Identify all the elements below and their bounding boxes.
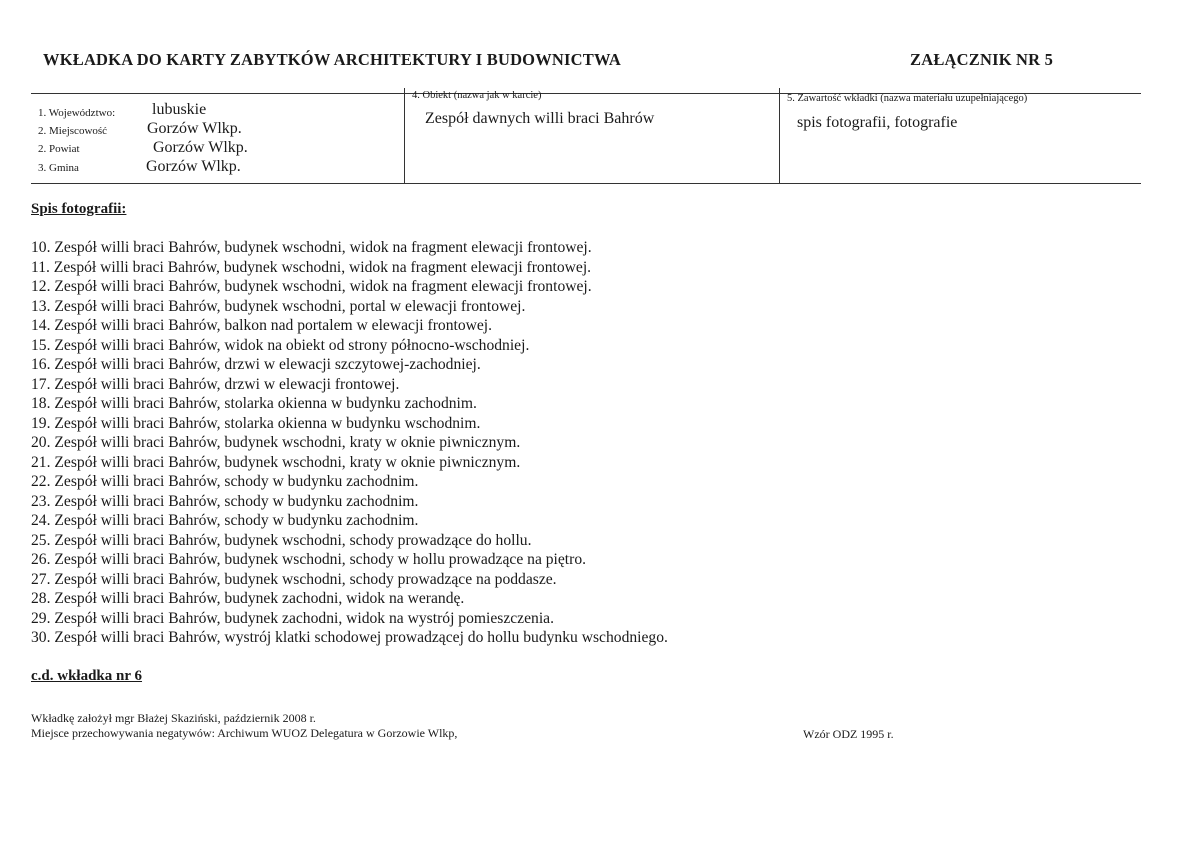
form-bottom-border	[31, 183, 1141, 184]
list-item: 30. Zespół willi braci Bahrów, wystrój klatki schodowej prowadzącej do hollu budynku wschodniego.	[31, 629, 668, 646]
list-item: 21. Zespół willi braci Bahrów, budynek wschodni, kraty w oknie piwnicznym.	[31, 453, 521, 471]
object-caption: 4. Obiekt (nazwa jak w karcie)	[412, 90, 542, 101]
list-item: 16. Zespół willi braci Bahrów, drzwi w elewacji szczytowej-zachodniej.	[31, 356, 481, 373]
list-item: 19. Zespół willi braci Bahrów, stolarka okienna w budynku wschodnim.	[31, 414, 481, 432]
list-item: 24. Zespół willi braci Bahrów, schody w budynku zachodnim.	[31, 512, 419, 529]
form-divider-1	[404, 88, 405, 183]
photo-list-title: Spis fotografii:	[31, 201, 127, 217]
county-label: 2. Powiat	[38, 143, 80, 155]
continuation-note: c.d. wkładka nr 6	[31, 668, 143, 684]
locality-value: Gorzów Wlkp.	[147, 120, 242, 137]
locality-label: 2. Miejscowość	[38, 125, 108, 137]
object-value: Zespół dawnych willi braci Bahrów	[425, 110, 655, 127]
contents-value: spis fotografii, fotografie	[797, 114, 958, 131]
contents-caption: 5. Zawartość wkładki (nazwa materiału uzupełniającego)	[787, 93, 1028, 104]
list-item: 29. Zespół willi braci Bahrów, budynek zachodni, widok na wystrój pomieszczenia.	[31, 609, 554, 627]
list-item: 28. Zespół willi braci Bahrów, budynek zachodni, widok na werandę.	[31, 590, 465, 607]
list-item: 14. Zespół willi braci Bahrów, balkon nad portalem w elewacji frontowej.	[31, 317, 493, 334]
list-item: 18. Zespół willi braci Bahrów, stolarka okienna w budynku zachodnim.	[31, 395, 477, 412]
list-item: 25. Zespół willi braci Bahrów, budynek wschodni, schody prowadzące do hollu.	[31, 531, 532, 549]
voivodeship-value: lubuskie	[152, 101, 207, 118]
storage-note: Miejsce przechowywania negatywów: Archiwum WUOZ Delegatura w Gorzowie Wlkp,	[31, 726, 458, 740]
list-item: 11. Zespół willi braci Bahrów, budynek wschodni, widok na fragment elewacji frontowej.	[31, 258, 592, 276]
county-value: Gorzów Wlkp.	[153, 139, 248, 156]
list-item: 20. Zespół willi braci Bahrów, budynek wschodni, kraty w oknie piwnicznym.	[31, 434, 521, 451]
commune-value: Gorzów Wlkp.	[146, 158, 241, 175]
document-title: WKŁADKA DO KARTY ZABYTKÓW ARCHITEKTURY I BUDOWNICTWA	[43, 50, 621, 69]
list-item: 27. Zespół willi braci Bahrów, budynek wschodni, schody prowadzące na poddasze.	[31, 570, 557, 588]
list-item: 22. Zespół willi braci Bahrów, schody w budynku zachodnim.	[31, 473, 419, 490]
voivodeship-label: 1. Województwo:	[38, 107, 116, 119]
list-item: 17. Zespół willi braci Bahrów, drzwi w elewacji frontowej.	[31, 375, 400, 393]
list-item: 15. Zespół willi braci Bahrów, widok na obiekt od strony północno-wschodniej.	[31, 336, 530, 354]
commune-label: 3. Gmina	[38, 162, 79, 174]
list-item: 13. Zespół willi braci Bahrów, budynek wschodni, portal w elewacji frontowej.	[31, 297, 526, 315]
list-item: 23. Zespół willi braci Bahrów, schody w budynku zachodnim.	[31, 492, 419, 510]
list-item: 10. Zespół willi braci Bahrów, budynek wschodni, widok na fragment elewacji frontowej.	[31, 239, 592, 256]
photo-list	[31, 238, 668, 648]
list-item: 26. Zespół willi braci Bahrów, budynek wschodni, schody w hollu prowadzące na piętro.	[31, 551, 587, 568]
list-item: 12. Zespół willi braci Bahrów, budynek wschodni, widok na fragment elewacji frontowej.	[31, 278, 592, 295]
template-note: Wzór ODZ 1995 r.	[803, 727, 894, 741]
attachment-number: ZAŁĄCZNIK NR 5	[910, 50, 1054, 69]
author-note: Wkładkę założył mgr Błażej Skaziński, październik 2008 r.	[31, 711, 316, 725]
form-divider-2	[779, 88, 780, 183]
